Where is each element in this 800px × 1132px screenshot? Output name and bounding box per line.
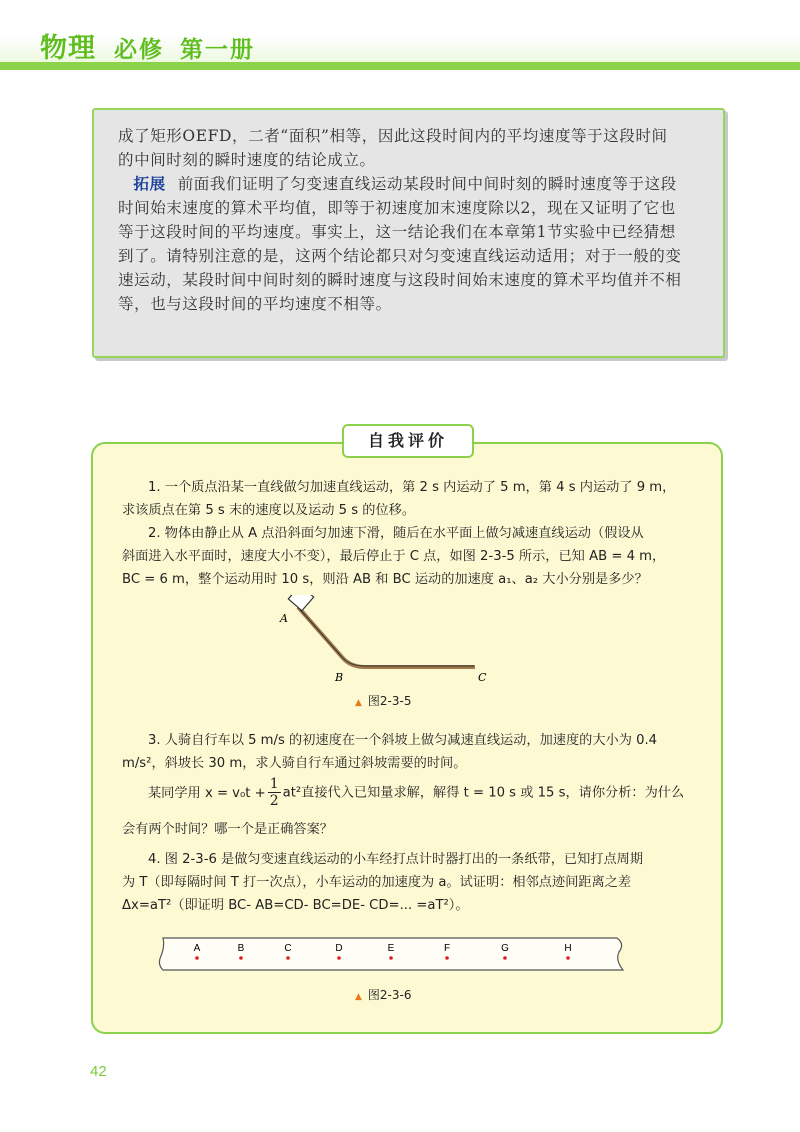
point-c-label: C [478,671,487,684]
point-b-label: B [335,671,344,684]
page-number: 42 [90,1063,107,1080]
question-3-line: 3. 人骑自行车以 5 m/s 的初速度在一个斜坡上做匀减速直线运动，加速度的大小为 0.4 [148,733,658,748]
book-title [40,26,255,66]
point-a-label: A [280,612,288,625]
page-header [0,0,800,70]
question-2-line: 斜面进入水平面时，速度大小不变），最后停止于 C 点，如图 2-3-5 所示，已知 AB = 4 m， [122,549,666,564]
note-box [92,108,725,358]
one-half-fraction: $\frac{1}{2}$ [269,776,279,809]
question-4-line: Δx=aT²（即证明 BC- AB=CD- BC=DE- CD=... =aT²）。 [122,898,469,913]
question-2-line: 2. 物体由静止从 A 点沿斜面匀加速下滑，随后在水平面上做匀减速直线运动（假设从 [148,526,644,541]
tape-dot [503,956,507,960]
question-4-line: 4. 图 2-3-6 是做匀变速直线运动的小车经打点计时器打出的一条纸带，已知打点周期 [148,852,644,867]
tape-point-label: G [501,943,509,954]
question-2-line: BC = 6 m，整个运动用时 10 s，则沿 AB 和 BC 运动的加速度 a₁、a₂ 大小分别是多少？ [122,572,648,587]
tape-dot [239,956,243,960]
tape-point-label: D [335,943,343,954]
question-3-line: m/s²，斜坡长 30 m，求人骑自行车通过斜坡需要的时间。 [122,756,467,771]
sliding-block [288,595,313,611]
note-line: 成了矩形OEFD，二者“面积”相等，因此这段时间内的平均速度等于这段时间 [118,127,668,145]
incline-figure [270,595,500,690]
tape-point-label: F [443,943,451,954]
tape-dot [445,956,449,960]
triangle-icon: ▲ [355,698,362,708]
tape-dot [195,956,199,960]
tape-dot [337,956,341,960]
expand-label: 拓展 [133,175,166,193]
question-4-line: 为 T（即每隔时间 T 打一次点），小车运动的加速度为 a。试证明：相邻点迹间距离之差 [122,875,632,890]
note-line: 的中间时刻的瞬时速度的结论成立。 [118,151,376,169]
question-3-formula-line: 某同学用 x = v₀t + $\frac{1}{2}$ at²直接代入已知量求解，解得 t = 10 s 或 15 s，请你分析：为什么 [148,776,685,809]
question-1-line: 求该质点在第 5 s 末的速度以及运动 5 s 的位移。 [122,503,416,518]
question-1-line: 1. 一个质点沿某一直线做匀加速直线运动，第 2 s 内运动了 5 m，第 4 s 内运动了 9 m， [148,480,676,495]
tape-point-label: H [564,943,572,954]
tape-point-label: E [387,943,395,954]
expand-line: 等于这段时间的平均速度。事实上，这一结论我们在本章第1节实验中已经猜想 [118,223,676,241]
figure-caption: ▲ 图2-3-6 [355,988,412,1002]
tape-dot [566,956,570,960]
figure-caption: ▲ 图2-3-5 [355,694,412,708]
tape-dot [389,956,393,960]
paper-tape-figure [155,930,635,978]
question-3-line: 会有两个时间？哪一个是正确答案？ [122,822,333,837]
incline-outline [297,606,474,666]
expand-paragraph [118,172,701,196]
expand-line: 时间始末速度的算术平均值，即等于初速度加末速度除以2，现在又证明了它也 [118,199,676,217]
self-evaluation-title: 自我评价 [342,424,474,458]
tape-point-label: B [237,943,245,954]
tape-point-label: C [284,943,292,954]
tape-point-label: A [193,943,201,954]
expand-line: 等，也与这段时间的平均速度不相等。 [118,295,392,313]
expand-line: 速运动，某段时间中间时刻的瞬时速度与这段时间始末速度的算术平均值并不相 [118,271,682,289]
triangle-icon: ▲ [355,992,362,1002]
expand-line: 到了。请特别注意的是，这两个结论都只对匀变速直线运动适用；对于一般的变 [118,247,682,265]
volume-title: 第一册 [180,37,255,63]
expand-line: 前面我们证明了匀变速直线运动某段时间中间时刻的瞬时速度等于这段 [177,175,677,193]
tape-dot [286,956,290,960]
course-title: 必修 [114,37,164,63]
subject-title: 物理 [40,33,96,64]
